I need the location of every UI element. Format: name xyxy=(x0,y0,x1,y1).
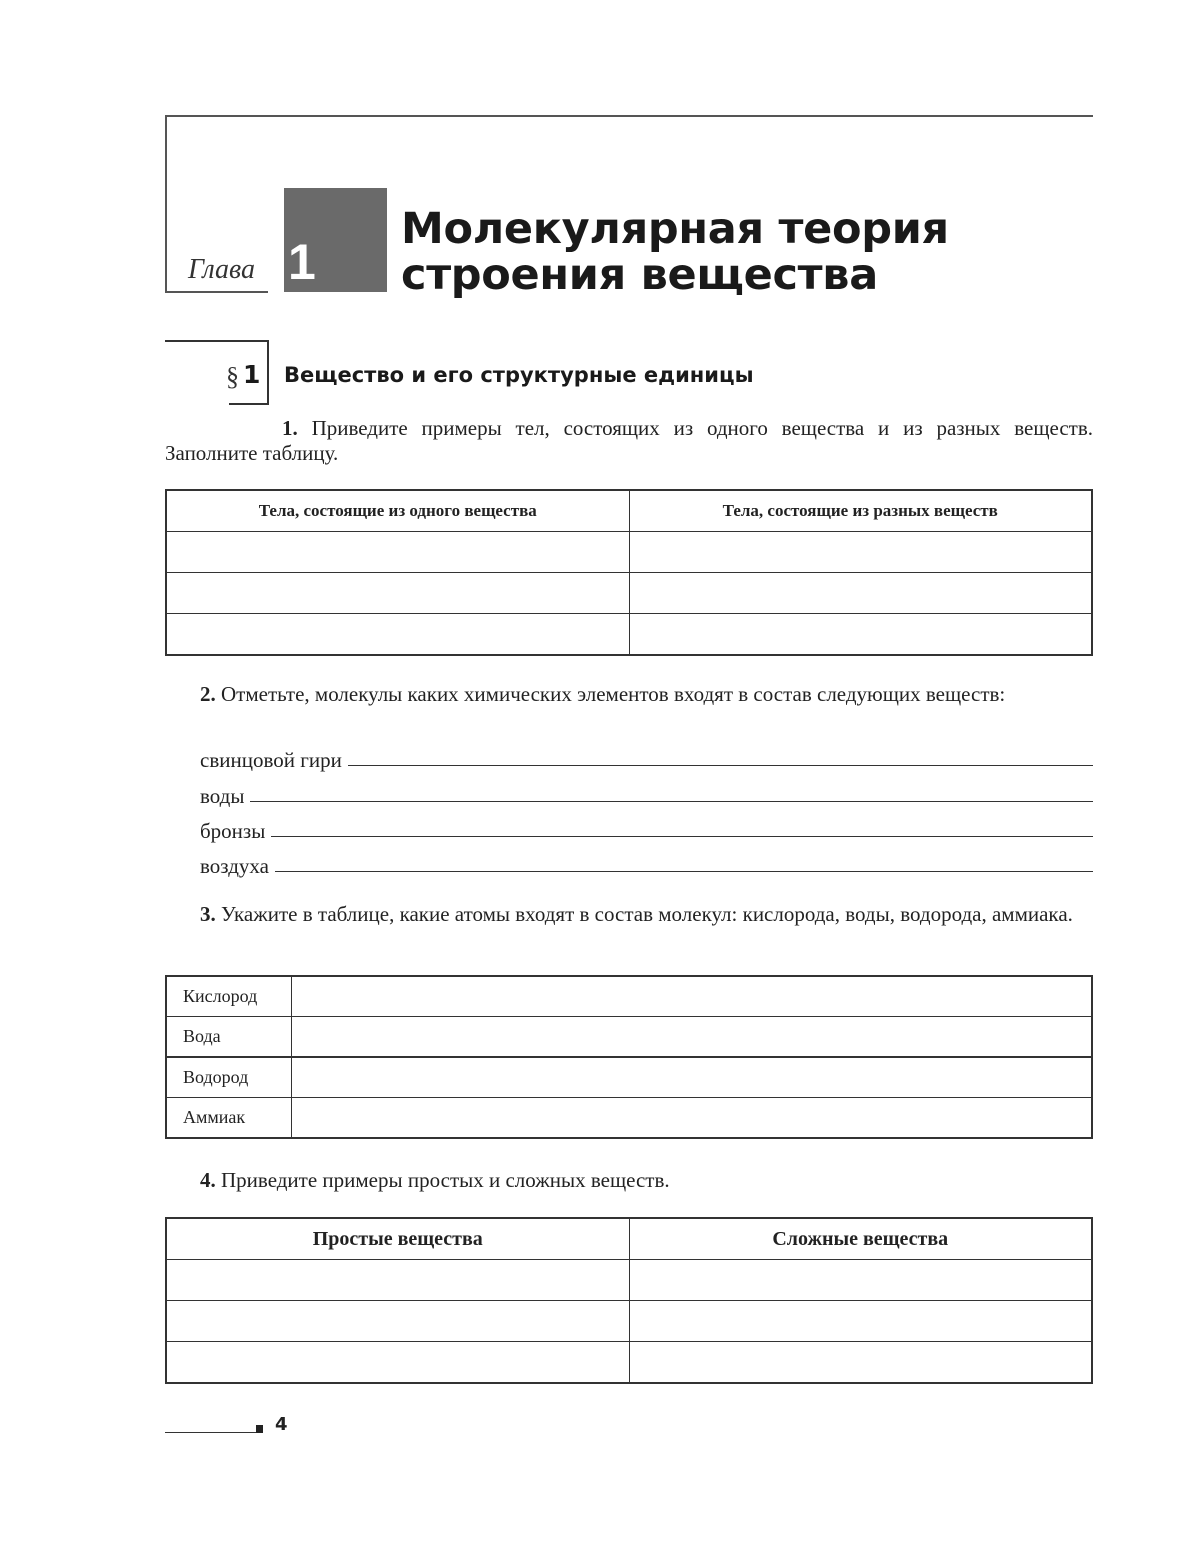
answer-cell[interactable] xyxy=(291,976,1092,1017)
answer-cell[interactable] xyxy=(166,573,629,614)
task-4-number: 4. xyxy=(200,1168,216,1192)
fill-row-lead-weight xyxy=(200,742,1093,772)
answer-line[interactable] xyxy=(348,765,1093,766)
task-3-number: 3. xyxy=(200,902,216,926)
fill-row-bronze xyxy=(200,813,1093,843)
answer-cell[interactable] xyxy=(166,614,629,656)
chapter-title-line2: строения вещества xyxy=(401,250,878,300)
answer-cell[interactable] xyxy=(629,1342,1092,1384)
answer-line[interactable] xyxy=(250,801,1093,802)
chapter-number: 1 xyxy=(288,234,316,290)
row-label-ammonia: Аммиак xyxy=(166,1098,291,1139)
fill-label: свинцовой гири xyxy=(200,748,342,772)
footer-rule xyxy=(165,1432,257,1433)
answer-cell[interactable] xyxy=(629,614,1092,656)
task-4 xyxy=(165,1168,1093,1193)
chapter-underline xyxy=(165,291,268,293)
answer-cell[interactable] xyxy=(629,532,1092,573)
answer-cell[interactable] xyxy=(291,1017,1092,1058)
task-4-text: Приведите примеры простых и сложных веществ. xyxy=(221,1168,670,1192)
answer-cell[interactable] xyxy=(166,1301,629,1342)
answer-cell[interactable] xyxy=(166,532,629,573)
answer-cell[interactable] xyxy=(291,1057,1092,1098)
row-label-water: Вода xyxy=(166,1017,291,1058)
answer-cell[interactable] xyxy=(166,1260,629,1301)
answer-cell[interactable] xyxy=(629,573,1092,614)
section-number: 1 xyxy=(243,360,261,389)
fill-label: воздуха xyxy=(200,854,269,878)
chapter-title xyxy=(401,206,949,298)
answer-cell[interactable] xyxy=(166,1342,629,1384)
task-2-text: Отметьте, молекулы каких химических элементов входят в состав следующих веществ: xyxy=(221,682,1006,706)
task-1-number: 1. xyxy=(282,416,298,440)
task-1-header-single: Тела, состоящие из одного вещества xyxy=(166,490,629,532)
task-1-table xyxy=(165,489,1093,656)
fill-label: воды xyxy=(200,784,245,808)
section-sign: § xyxy=(226,362,239,391)
row-label-oxygen: Кислород xyxy=(166,976,291,1017)
chapter-label: Глава xyxy=(188,254,255,285)
task-1 xyxy=(165,416,1093,466)
fill-row-air xyxy=(200,848,1093,878)
section-mark-tick xyxy=(229,403,269,405)
answer-line[interactable] xyxy=(271,836,1093,837)
task-3 xyxy=(165,902,1093,927)
task-4-header-complex: Сложные вещества xyxy=(629,1218,1092,1260)
task-1-header-mixed: Тела, состоящие из разных веществ xyxy=(629,490,1092,532)
chapter-title-line1: Молекулярная теория xyxy=(401,204,949,254)
footer-square-marker xyxy=(256,1425,263,1433)
task-4-table xyxy=(165,1217,1093,1384)
answer-cell[interactable] xyxy=(291,1098,1092,1139)
task-3-text: Укажите в таблице, какие атомы входят в состав молекул: кислорода, воды, водорода, аммиака. xyxy=(221,902,1073,926)
task-4-header-simple: Простые вещества xyxy=(166,1218,629,1260)
task-1-text: Приведите примеры тел, состоящих из одного вещества и из разных веществ. Заполните таблицу. xyxy=(165,416,1094,465)
task-3-table xyxy=(165,975,1093,1139)
page-number: 4 xyxy=(275,1414,288,1435)
answer-line[interactable] xyxy=(275,871,1093,872)
task-2-number: 2. xyxy=(200,682,216,706)
task-2 xyxy=(165,682,1093,707)
answer-cell[interactable] xyxy=(629,1260,1092,1301)
fill-label: бронзы xyxy=(200,819,266,843)
section-title: Вещество и его структурные единицы xyxy=(284,363,754,387)
row-label-hydrogen: Водород xyxy=(166,1057,291,1098)
answer-cell[interactable] xyxy=(629,1301,1092,1342)
fill-row-water xyxy=(200,778,1093,808)
